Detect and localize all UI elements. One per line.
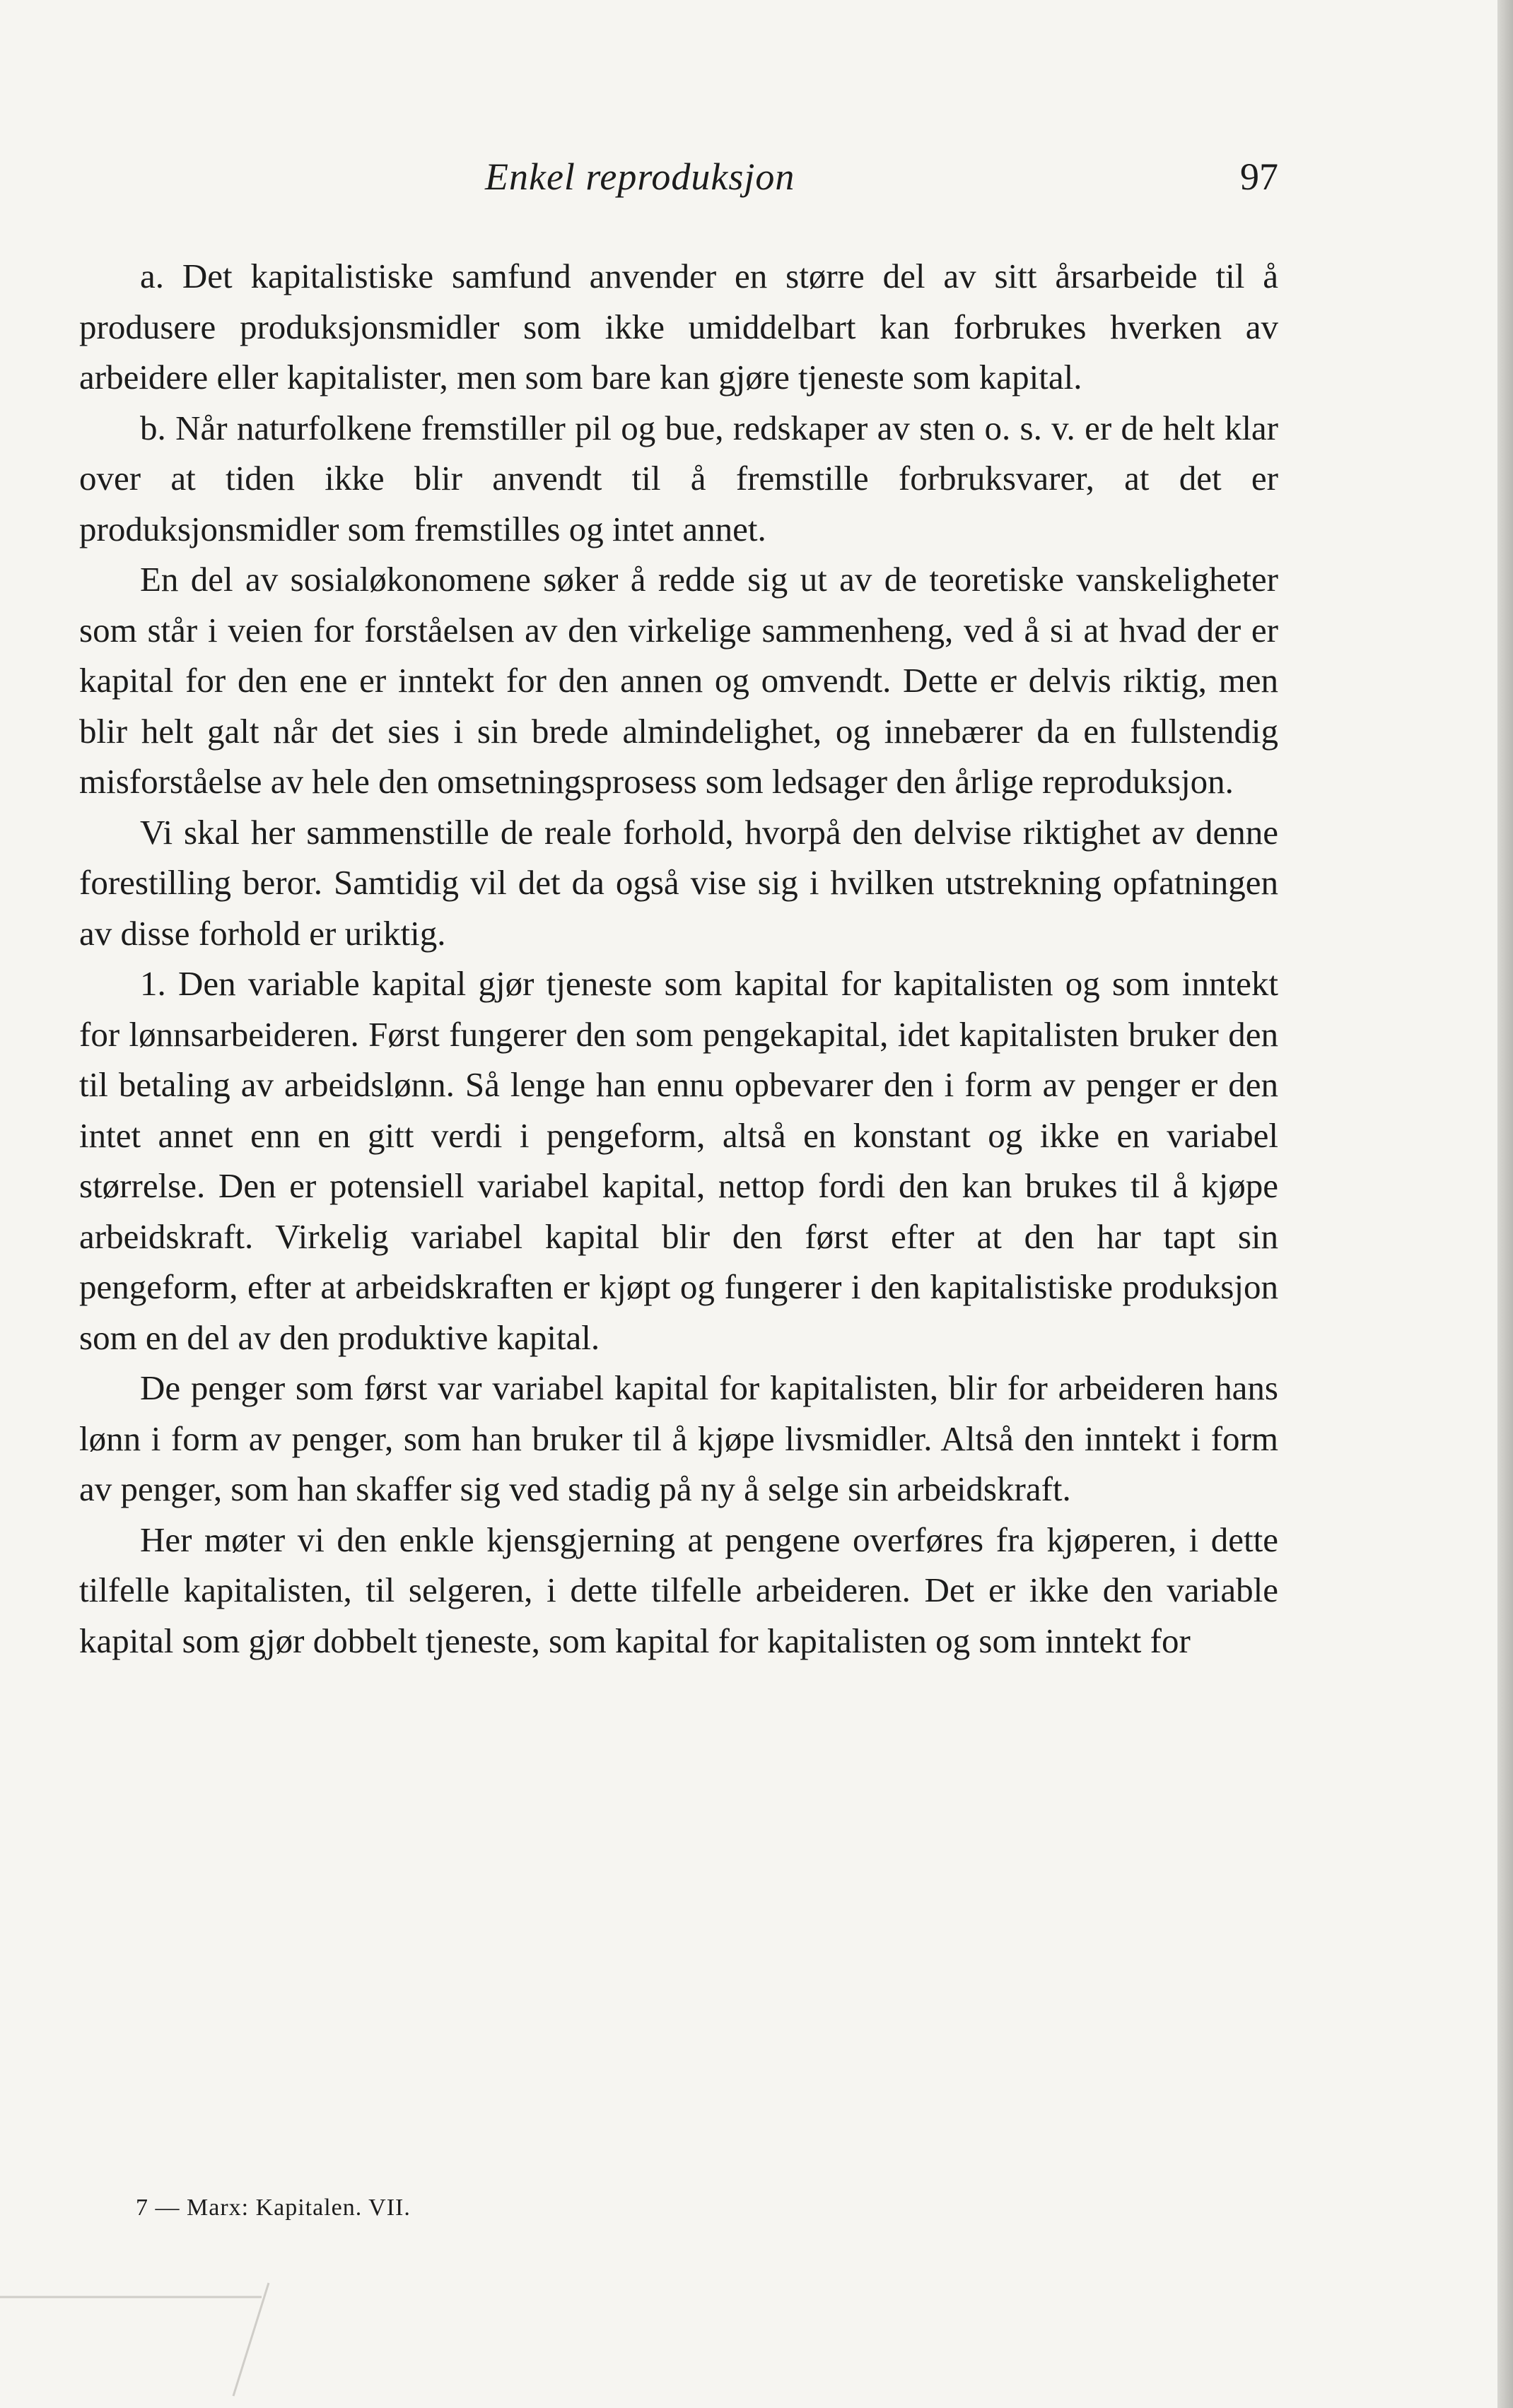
page-number: 97 [1240, 155, 1278, 198]
page-edge-shadow [1497, 0, 1513, 2408]
paragraph-a: a. Det kapitalistiske samfund anvender en større del av sitt årsarbeide til å produsere produksjonsmidler som ikke umiddelbart kan forbrukes hverken av arbeidere eller kapitalister, men som bare kan gjøre tjeneste som kapital. [79, 257, 1278, 397]
paragraph-b: b. Når naturfolkene fremstiller pil og bue, redskaper av sten o. s. v. er de helt klar over at tiden ikke blir anvendt til å fremstille forbruksvarer, at det er produksjonsmidler som fremstilles og intet annet. [79, 408, 1278, 548]
pencil-mark [0, 2255, 297, 2408]
page-header [79, 145, 1278, 209]
running-title: Enkel reproduksjon [485, 155, 795, 198]
paragraph: Vi skal her sammenstille de reale forhold, hvorpå den delvise riktighet av denne forestilling beror. Samtidig vil det da også vise sig i hvilken utstrekning opfatningen av disse forhold er uriktig. [79, 812, 1278, 953]
paragraph-1: 1. Den variable kapital gjør tjeneste som kapital for kapitalisten og som inntekt for lønnsarbeideren. Først fungerer den som pengekapital, idet kapitalisten bruker den til betaling av arbeidslønn. Så lenge han ennu opbevarer den i form av penger er den intet annet enn en gitt verdi i pengeform, altså en konstant og ikke en variabel størrelse. Den er potensiell variabel kapital, nettop fordi den kan brukes til å kjøpe arbeidskraft. Virkelig variabel kapital blir den først efter at den har tapt sin pengeform, efter at arbeidskraften er kjøpt og fungerer i den kapitalistiske produksjon som en del av den produktive kapital. [79, 964, 1278, 1357]
paragraph: En del av sosialøkonomene søker å redde sig ut av de teoretiske vanskeligheter som står i veien for forståelsen av den virkelige sammenheng, ved å si at hvad der er kapital for den ene er inntekt for den annen og omvendt. Dette er delvis riktig, men blir helt galt når det sies i sin brede almindelighet, og innebærer da en fullstendig misforståelse av hele den omsetningsprosess som ledsager den årlige reproduksjon. [79, 560, 1278, 801]
body-text [79, 251, 1278, 1666]
signature-line: 7 — Marx: Kapitalen. VII. [136, 2195, 411, 2221]
paragraph: Her møter vi den enkle kjensgjerning at pengene overføres fra kjøperen, i dette tilfelle kapitalisten, til selgeren, i dette tilfelle arbeideren. Det er ikke den variable kapital som gjør dobbelt tjeneste, som kapital for kapitalisten og som inntekt for [79, 1520, 1278, 1660]
paragraph: De penger som først var variabel kapital for kapitalisten, blir for arbeideren hans lønn i form av penger, som han bruker til å kjøpe livsmidler. Altså den inntekt i form av penger, som han skaffer sig ved stadig på ny å selge sin arbeidskraft. [79, 1368, 1278, 1508]
